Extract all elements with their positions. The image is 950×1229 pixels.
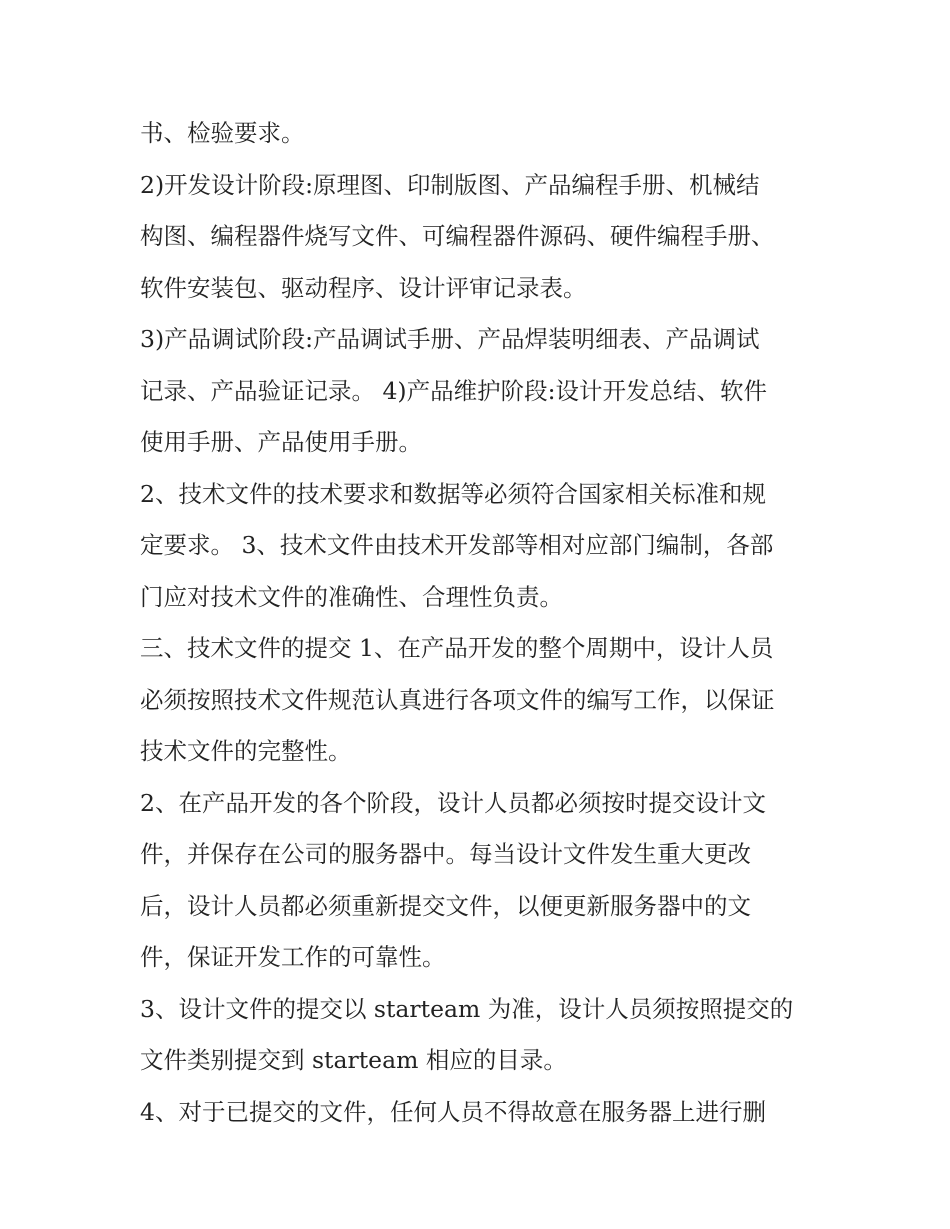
text-line: 3、设计文件的提交以 starteam 为准，设计人员须按照提交的: [140, 994, 794, 1023]
text-line: 件，并保存在公司的服务器中。每当设计文件发生重大更改: [140, 840, 751, 868]
text-line: 门应对技术文件的准确性、合理性负责。: [140, 582, 563, 611]
text-line: 技术文件的完整性。: [140, 737, 352, 765]
text-line: 定要求。 3、技术文件由技术开发部等相对应部门编制，各部: [140, 531, 774, 559]
text-line: 4、对于已提交的文件，任何人员不得故意在服务器上进行删: [140, 1097, 766, 1126]
text-line: 2、在产品开发的各个阶段，设计人员都必须按时提交设计文: [140, 788, 766, 817]
text-line: 使用手册、产品使用手册。: [140, 428, 422, 456]
text-line: 三、技术文件的提交 1、在产品开发的整个周期中，设计人员: [140, 634, 774, 662]
text-line: 书、检验要求。: [140, 119, 305, 147]
document-body: [140, 108, 815, 1138]
text-line: 记录、产品验证记录。 4)产品维护阶段:设计开发总结、软件: [140, 376, 768, 405]
text-line: 后，设计人员都必须重新提交文件，以便更新服务器中的文: [140, 891, 751, 920]
text-line: 2)开发设计阶段:原理图、印制版图、产品编程手册、机械结: [140, 170, 760, 199]
text-line: 件，保证开发工作的可靠性。: [140, 943, 446, 971]
text-line: 必须按照技术文件规范认真进行各项文件的编写工作，以保证: [140, 685, 775, 714]
text-line: 软件安装包、驱动程序、设计评审记录表。: [140, 273, 587, 302]
text-line: 构图、编程器件烧写文件、可编程器件源码、硬件编程手册、: [140, 222, 775, 250]
text-line: 2、技术文件的技术要求和数据等必须符合国家相关标准和规: [140, 479, 766, 508]
text-line: 3)产品调试阶段:产品调试手册、产品焊装明细表、产品调试: [140, 325, 760, 353]
text-line: 文件类别提交到 starteam 相应的目录。: [140, 1046, 567, 1074]
